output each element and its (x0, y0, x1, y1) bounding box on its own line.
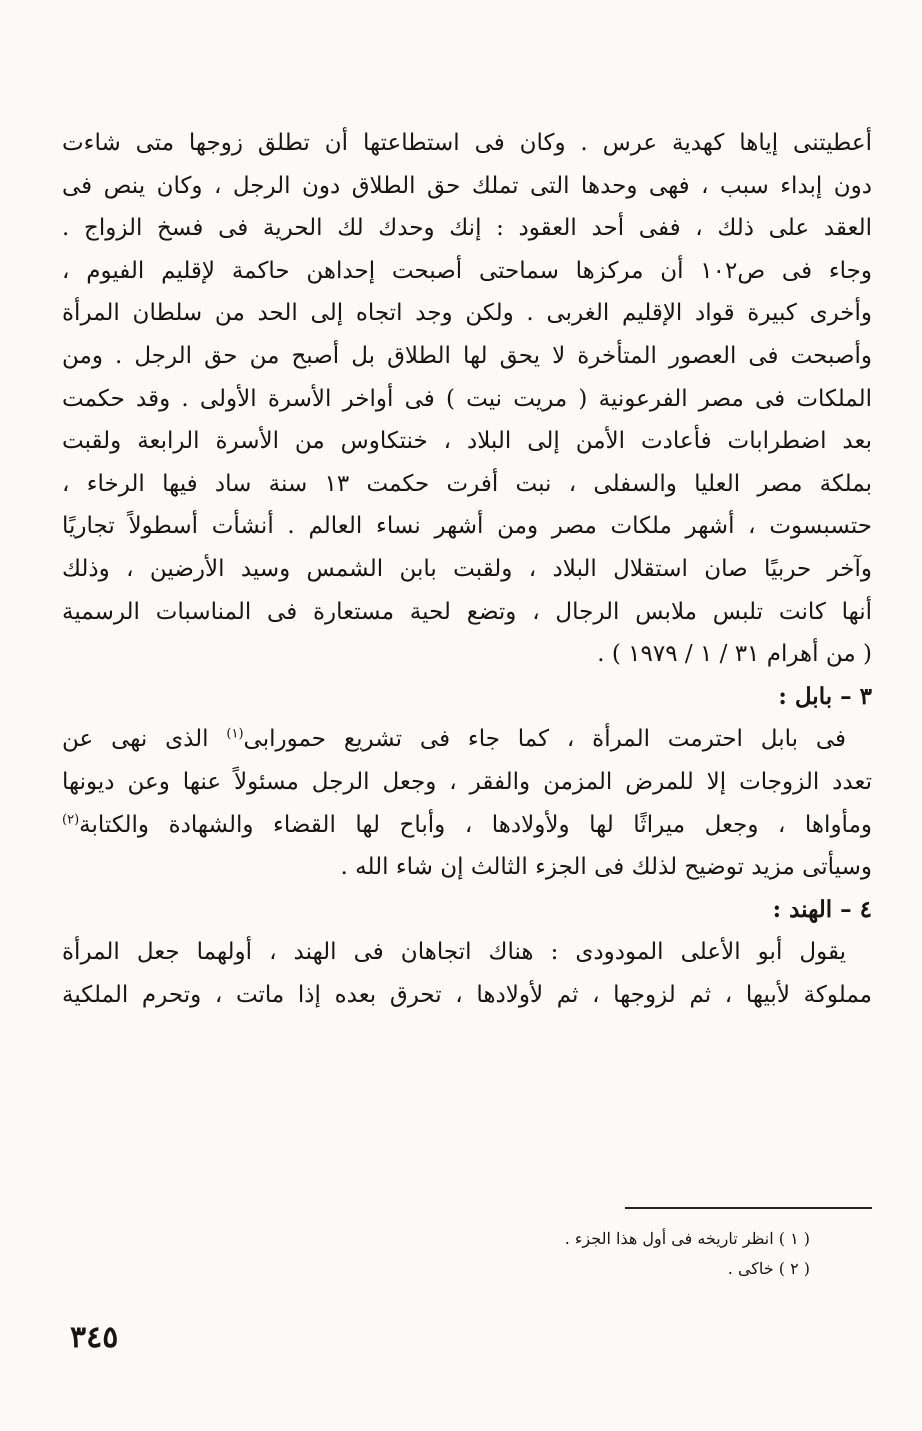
text-line: بعد اضطرابات فأعادت الأمن إلى البلاد ، خنتكاوس من الأسرة الرابعة ولقبت (62, 428, 872, 455)
text-line: يقول أبو الأعلى المودودى : هناك اتجاهان فى الهند ، أولهما جعل المرأة (62, 939, 846, 966)
text-line: دون إبداء سبب ، فهى وحدها التى تملك حق الطلاق دون الرجل ، وكان ينص فى (62, 172, 872, 199)
text-line: وأصبحت فى العصور المتأخرة لا يحق لها الطلاق بل أصبح من حق الرجل . ومن (62, 342, 872, 369)
text-line: الملكات فى مصر الفرعونية ( مريت نيت ) فى أواخر الأسرة الأولى . وقد حكمت (62, 385, 872, 412)
text-segment: فى بابل احترمت المرأة ، كما جاء فى تشريع حمورابى (243, 726, 847, 753)
section-heading-india: ٤ – الهند : (772, 895, 872, 923)
text-line: العقد على ذلك ، ففى أحد العقود : إنك وحدك لك الحرية فى فسخ الزواج . (62, 215, 872, 242)
text-line: أعطيتنى إياها كهدية عرس . وكان فى استطاعتها أن تطلق زوجها متى شاءت (62, 130, 872, 156)
text-line: أنها كانت تلبس ملابس الرجال ، وتضع لحية مستعارة فى المناسبات الرسمية (62, 598, 872, 625)
text-line: وأخرى كبيرة قواد الإقليم الغربى . ولكن وجد اتجاه إلى الحد من سلطان المرأة (62, 300, 872, 327)
text-line: بملكة مصر العليا والسفلى ، نبت أفرت حكمت ١٣ سنة ساد فيها الرخاء ، (62, 470, 872, 497)
text-line: حتسبسوت ، أشهر ملكات مصر ومن أشهر نساء العالم . أنشأت أسطولاً تجاريًا (62, 513, 872, 540)
page-number: ٣٤٥ (70, 1320, 119, 1355)
text-line: وجاء فى ص١٠٢ أن مركزها سماحتى أصبحت إحداهن حاكمة لإقليم الفيوم ، (62, 257, 872, 284)
text-line: وسيأتى مزيد توضيح لذلك فى الجزء الثالث إن شاء الله . (340, 854, 872, 881)
footnote-ref-1: (١) (226, 726, 244, 742)
text-line (62, 804, 872, 847)
text-line: وآخر حربيًا صان استقلال البلاد ، ولقبت بابن الشمس وسيد الأرضين ، وذلك (62, 555, 872, 582)
text-segment: الذى نهى عن (62, 726, 227, 753)
main-text (62, 122, 872, 1016)
section-heading-babylon: ٣ – بابل : (778, 682, 872, 710)
paragraph-1 (62, 122, 872, 676)
footnote-separator (625, 1207, 872, 1209)
footnotes (400, 1224, 810, 1284)
paragraph-3 (62, 931, 872, 1016)
text-line: مملوكة لأبيها ، ثم لزوجها ، ثم لأولادها ، تحرق بعده إذا ماتت ، وتحرم الملكية (62, 981, 872, 1008)
text-segment: ومأواها ، وجعل ميراثًا لها ولأولادها ، وأباح لها القضاء والشهادة والكتابة (79, 811, 872, 838)
paragraph-2 (62, 718, 872, 888)
text-line: ( من أهرام ٣١ / ١ / ١٩٧٩ ) . (597, 641, 872, 668)
footnote-2: ( ٢ ) خاكى . (727, 1259, 810, 1278)
footnote-ref-2: (٢) (62, 811, 80, 827)
footnote-1: ( ١ ) انظر تاريخه فى أول هذا الجزء . (564, 1229, 810, 1248)
text-line: تعدد الزوجات إلا للمرض المزمن والفقر ، وجعل الرجل مسئولاً عنها وعن ديونها (62, 768, 872, 795)
text-line (62, 718, 872, 761)
